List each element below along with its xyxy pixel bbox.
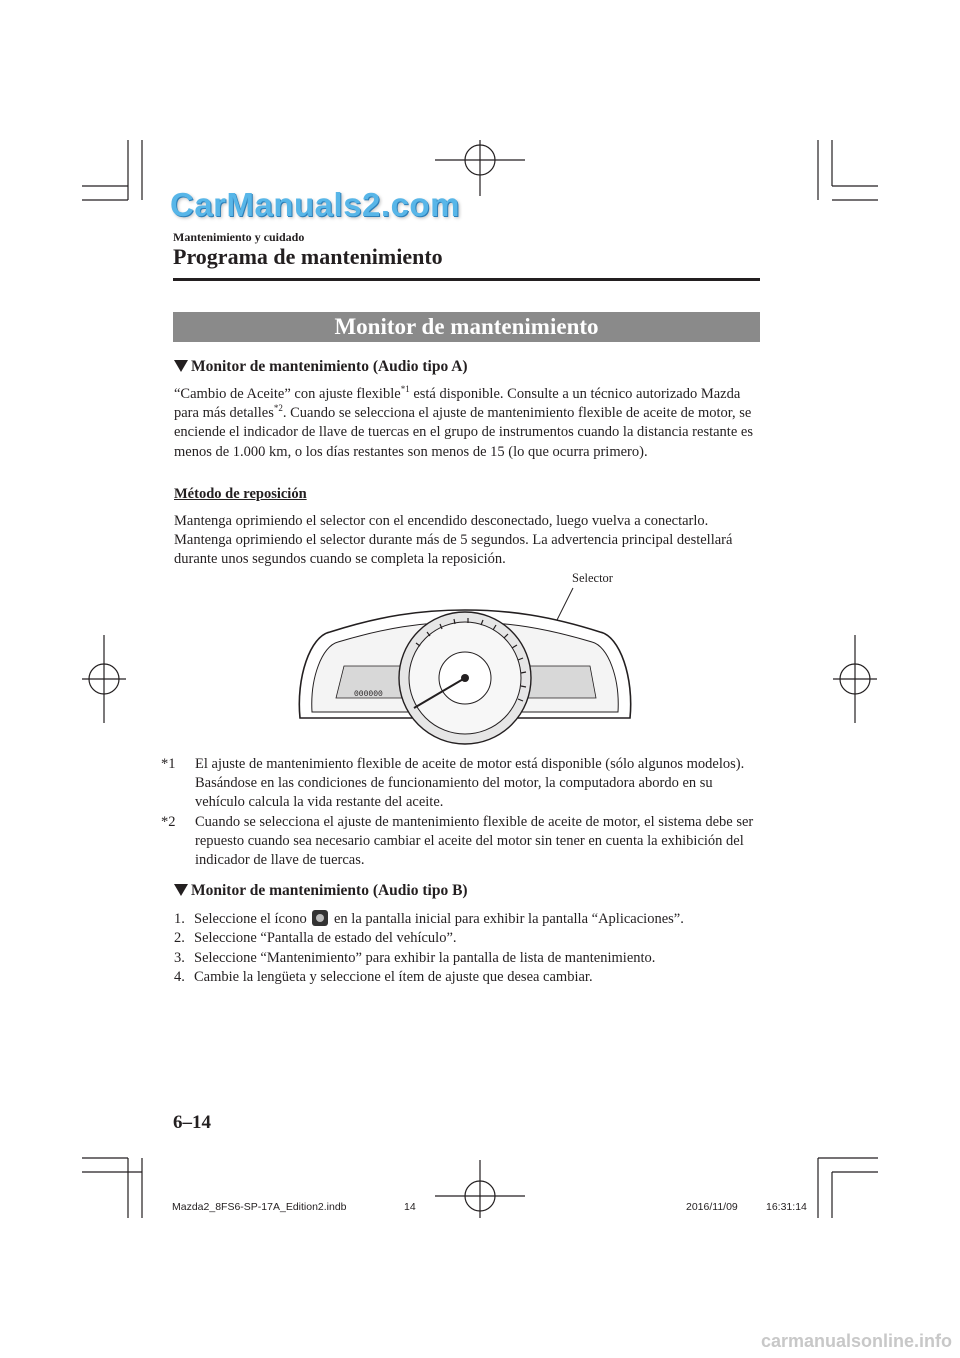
header-rule <box>173 278 760 281</box>
step-1-number: 1. <box>174 911 185 927</box>
section-title: Mantenimiento y cuidado <box>173 230 305 244</box>
site-watermark[interactable]: carmanualsonline.info <box>760 1331 952 1351</box>
footnote-ref-1: *1 <box>400 384 410 394</box>
footnote-2-text: Cuando se selecciona el ajuste de mantenimiento flexible de aceite de motor, el sistema debe ser repuesto cuando sea necesario cambiar el aceite del motor sin tener en cuenta la exhibición del indicador de llave de tuercas. <box>195 813 754 869</box>
step-4-text: Cambie la lengüeta y seleccione el ítem de ajuste que desea cambiar. <box>194 969 593 986</box>
reset-method-heading: Método de reposición <box>174 486 307 502</box>
footnote-1-mark: *1 <box>161 756 176 772</box>
subheading-audio-a-text: Monitor de mantenimiento (Audio tipo A) <box>191 358 468 375</box>
step-3 <box>174 949 764 968</box>
intro-part-c: . Cuando se selecciona el ajuste de mantenimiento flexible de aceite de motor, se enciende el indicador de llave de tuercas en el grupo de instrumentos cuando la distancia restante es menos de 1.000 km, o los días restantes son menos de 15 (lo que ocurra primero). <box>174 405 753 460</box>
needle-hub <box>461 674 469 682</box>
footnote-2-mark: *2 <box>161 813 176 830</box>
applications-icon <box>312 910 328 926</box>
odometer-readout: 000000 <box>354 690 383 699</box>
steps-list <box>174 910 764 988</box>
paragraph-reset <box>174 512 760 570</box>
triangle-marker-icon <box>174 360 188 372</box>
triangle-marker-icon <box>174 884 188 896</box>
step-1 <box>174 910 764 929</box>
intro-part-b: está disponible. Consulte a un técnico autorizado Mazda para más detalles <box>174 386 741 422</box>
footnotes <box>161 755 761 870</box>
step-4 <box>174 968 764 987</box>
chapter-title: Programa de mantenimiento <box>173 244 443 269</box>
subheading-audio-b-text: Monitor de mantenimiento (Audio tipo B) <box>191 882 468 899</box>
step-2-text: Seleccione “Pantalla de estado del vehículo”. <box>194 930 457 947</box>
step-2 <box>174 929 764 948</box>
step-1-text-a: Seleccione el ícono <box>194 911 307 927</box>
subheading-audio-b <box>174 882 468 900</box>
section-banner: Monitor de mantenimiento <box>173 312 760 342</box>
step-1-text <box>194 910 684 929</box>
footer-time: 16:31:14 <box>766 1201 807 1213</box>
watermark-logo[interactable]: CarManuals2.com <box>170 186 460 223</box>
footnote-ref-2: *2 <box>273 403 283 414</box>
step-2-number: 2. <box>174 930 185 947</box>
step-1-text-b: en la pantalla inicial para exhibir la pantalla “Aplicaciones”. <box>330 911 684 927</box>
step-3-number: 3. <box>174 949 185 966</box>
step-3-text: Seleccione “Mantenimiento” para exhibir la pantalla de lista de mantenimiento. <box>194 949 656 966</box>
instrument-cluster-figure <box>290 566 640 746</box>
reset-text: Mantenga oprimiendo el selector con el encendido desconectado, luego vuelva a conectarlo. Mantenga oprimiendo el selector durante más de 5 segundos. La advertencia principal destellará durante unos segundos cuando se completa la reposición. <box>174 513 733 568</box>
footer-page: 14 <box>404 1201 416 1213</box>
footnote-1 <box>161 755 761 813</box>
step-4-number: 4. <box>174 969 185 986</box>
intro-part-a: “Cambio de Aceite” con ajuste flexible <box>174 386 401 402</box>
footer-date: 2016/11/09 <box>686 1201 738 1213</box>
footnote-2 <box>161 813 761 871</box>
paragraph-intro <box>174 385 760 462</box>
subheading-audio-a <box>174 358 468 376</box>
page-number: 6–14 <box>173 1112 211 1133</box>
footer-filename: Mazda2_8FS6-SP-17A_Edition2.indb <box>172 1201 347 1213</box>
footnote-1-text: El ajuste de mantenimiento flexible de aceite de motor está disponible (sólo algunos modelos). Basándose en las condiciones de funcionamiento del motor, la computadora abordo en su vehículo calcula la vida restante del aceite. <box>195 756 745 811</box>
selector-label: Selector <box>572 571 613 585</box>
